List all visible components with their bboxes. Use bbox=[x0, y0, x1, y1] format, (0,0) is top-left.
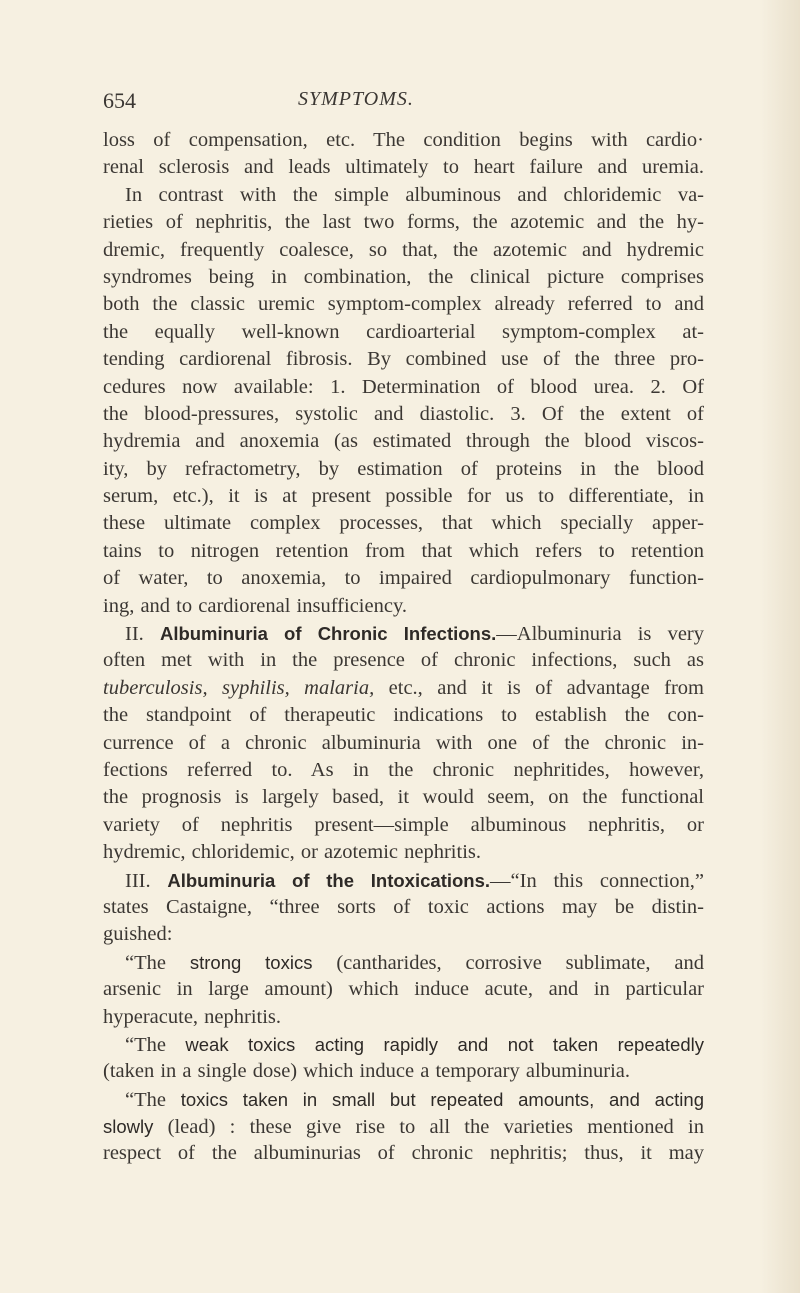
text-line bbox=[103, 620, 704, 647]
text-run: both the classic uremic symptom-complex already referred to and bbox=[103, 293, 704, 316]
text-line bbox=[103, 647, 704, 674]
text-line bbox=[103, 154, 704, 181]
text-run: ity, by refractometry, by estimation of proteins in the blood bbox=[103, 457, 704, 480]
text-run: hydremia and anoxemia (as estimated through the blood viscos- bbox=[103, 430, 704, 453]
text-line bbox=[103, 784, 704, 811]
text-run: ing, and to cardiorenal insufficiency. bbox=[103, 594, 407, 617]
emphasis-text: slowly bbox=[103, 1116, 154, 1138]
text-line bbox=[103, 565, 704, 592]
text-run: variety of nephritis present—simple albuminous nephritis, or bbox=[103, 813, 704, 836]
text-run: —Albuminuria is very bbox=[496, 623, 704, 646]
text-line bbox=[103, 401, 704, 428]
text-run: “The bbox=[125, 1033, 186, 1056]
text-line bbox=[103, 319, 704, 346]
page-edge-shadow bbox=[760, 0, 800, 1293]
text-run: hyperacute, nephritis. bbox=[103, 1005, 282, 1028]
text-line bbox=[103, 428, 704, 455]
text-line bbox=[103, 1058, 704, 1085]
text-line bbox=[103, 456, 704, 483]
text-line bbox=[103, 894, 704, 921]
text-line bbox=[103, 1113, 704, 1140]
text-line bbox=[103, 291, 704, 318]
text-run: etc., and it is of advantage from bbox=[374, 676, 704, 699]
text-line bbox=[103, 921, 704, 948]
text-run: renal sclerosis and leads ultimately to heart failure and uremia. bbox=[103, 156, 704, 179]
text-run: fections referred to. As in the chronic nephritides, however, bbox=[103, 758, 704, 781]
section-heading: Albuminuria of Chronic Infections. bbox=[159, 623, 497, 645]
text-run: (taken in a single dose) which induce a temporary albuminuria. bbox=[103, 1060, 631, 1083]
text-run: In contrast with the simple albuminous and chloridemic va- bbox=[125, 183, 704, 206]
text-line bbox=[103, 702, 704, 729]
text-line bbox=[103, 593, 704, 620]
text-run: tains to nitrogen retention from that which refers to retention bbox=[103, 539, 704, 562]
text-line bbox=[103, 127, 704, 154]
text-run: tending cardiorenal fibrosis. By combined use of the three pro- bbox=[103, 348, 704, 371]
text-line bbox=[103, 374, 704, 401]
text-line bbox=[103, 675, 704, 702]
text-run: dremic, frequently coalesce, so that, the azotemic and hydremic bbox=[103, 238, 704, 261]
text-line bbox=[103, 346, 704, 373]
text-line bbox=[103, 538, 704, 565]
text-run: states Castaigne, “three sorts of toxic actions may be distin- bbox=[103, 895, 704, 918]
text-run: loss of compensation, etc. The condition begins with cardio· bbox=[103, 129, 704, 151]
text-run: respect of the albuminurias of chronic nephritis; thus, it may bbox=[103, 1142, 704, 1165]
text-run: cedures now available: 1. Determination of blood urea. 2. Of bbox=[103, 375, 704, 398]
running-title: SYMPTOMS. bbox=[298, 88, 414, 110]
text-run: (cantharides, corrosive sublimate, and bbox=[312, 951, 704, 974]
text-run: —“In this connection,” bbox=[490, 869, 704, 892]
text-run: rieties of nephritis, the last two forms, the azotemic and the hy- bbox=[103, 211, 704, 234]
text-run: III. bbox=[125, 869, 168, 892]
text-run: guished: bbox=[103, 923, 173, 946]
text-line bbox=[103, 264, 704, 291]
italic-text: tuberculosis, syphilis, malaria, bbox=[103, 676, 375, 699]
text-run: syndromes being in combination, the clinical picture comprises bbox=[103, 265, 704, 288]
text-line bbox=[103, 976, 704, 1003]
text-line bbox=[103, 209, 704, 236]
text-line bbox=[103, 812, 704, 839]
text-line bbox=[103, 1086, 704, 1113]
text-line bbox=[103, 757, 704, 784]
page-number: 654 bbox=[103, 88, 136, 113]
text-run: of water, to anoxemia, to impaired cardiopulmonary function- bbox=[103, 567, 704, 590]
text-run: hydremic, chloridemic, or azotemic nephritis. bbox=[103, 841, 481, 864]
text-run: arsenic in large amount) which induce acute, and in particular bbox=[103, 978, 704, 1001]
text-run: the blood-pressures, systolic and diastolic. 3. Of the extent of bbox=[103, 402, 704, 425]
emphasis-text: weak toxics acting rapidly and not taken repeatedly bbox=[185, 1033, 704, 1055]
text-run: often met with in the presence of chronic infections, such as bbox=[103, 649, 704, 672]
emphasis-text: strong toxics bbox=[189, 951, 313, 973]
text-run: the standpoint of therapeutic indications to establish the con- bbox=[103, 704, 704, 727]
emphasis-text: toxics taken in small but repeated amounts, and acting bbox=[180, 1088, 704, 1110]
text-run: II. bbox=[125, 623, 160, 646]
text-line bbox=[103, 510, 704, 537]
text-line bbox=[103, 1140, 704, 1167]
text-run: serum, etc.), it is at present possible for us to differentiate, in bbox=[103, 485, 704, 508]
text-line bbox=[103, 949, 704, 976]
text-run: these ultimate complex processes, that which specially apper- bbox=[103, 512, 704, 535]
text-run: currence of a chronic albuminuria with one of the chronic in- bbox=[103, 731, 704, 754]
text-run: “The bbox=[125, 1088, 181, 1111]
text-line bbox=[103, 483, 704, 510]
text-line bbox=[103, 1031, 704, 1058]
text-line bbox=[103, 1004, 704, 1031]
text-line bbox=[103, 237, 704, 264]
text-line bbox=[103, 730, 704, 757]
text-run: the equally well-known cardioarterial symptom-complex at- bbox=[103, 320, 704, 343]
text-run: the prognosis is largely based, it would seem, on the functional bbox=[103, 786, 704, 809]
section-heading: Albuminuria of the Intoxications. bbox=[167, 869, 491, 891]
text-line bbox=[103, 182, 704, 209]
text-line bbox=[103, 867, 704, 894]
text-run: “The bbox=[125, 951, 190, 974]
text-line bbox=[103, 839, 704, 866]
text-run: (lead) : these give rise to all the varieties mentioned in bbox=[153, 1116, 704, 1139]
body-text bbox=[103, 127, 704, 1168]
